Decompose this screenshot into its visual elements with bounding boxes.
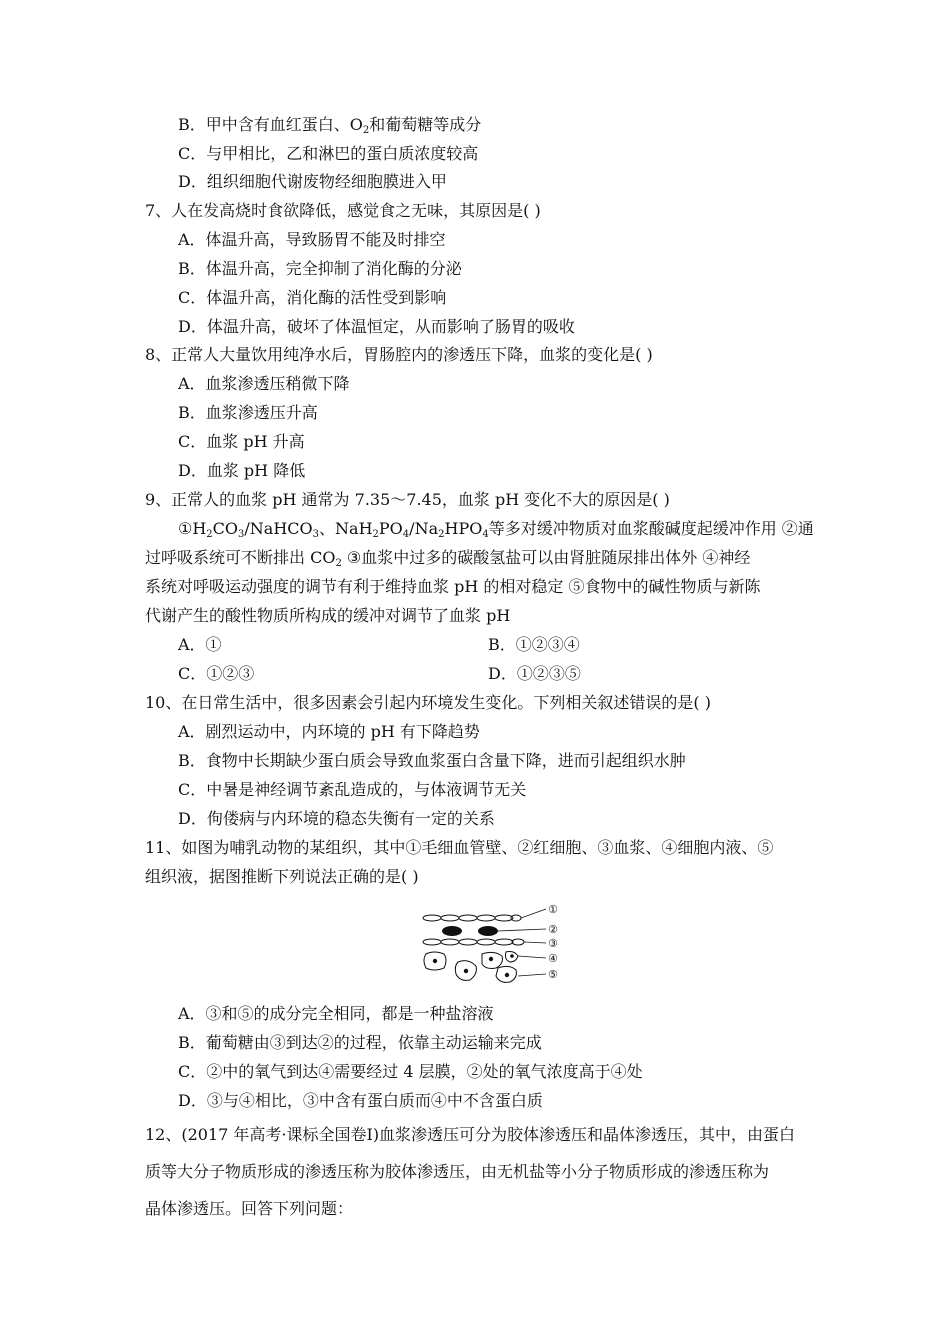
tissue-cells xyxy=(424,952,518,983)
q7-option-c: C．体温升高，消化酶的活性受到影响 xyxy=(178,288,447,307)
q9-body-line-4: 代谢产生的酸性物质所构成的缓冲对调节了血浆 pH xyxy=(145,606,511,625)
q12-line-3: 晶体渗透压。回答下列问题： xyxy=(145,1199,354,1218)
q9-body-line-2: 过呼吸系统可不断排出 $CO_2$ ③血浆中过多的碳酸氢盐可以由肾脏随尿排出体外 ④神经 xyxy=(145,548,751,569)
q10-option-d: D．佝偻病与内环境的稳态失衡有一定的关系 xyxy=(178,809,495,828)
q8-option-d: D．血浆 pH 降低 xyxy=(178,461,306,480)
q10-stem: 10、在日常生活中，很多因素会引起内环境发生变化。下列相关叙述错误的是( ) xyxy=(145,693,711,712)
q7-option-b: B．体温升高，完全抑制了消化酶的分泌 xyxy=(178,259,462,278)
q9-option-b: B．①②③④ xyxy=(488,635,580,654)
q10-option-a: A．剧烈运动中，内环境的 pH 有下降趋势 xyxy=(178,722,480,741)
q7-option-d: D．体温升高，破坏了体温恒定，从而影响了肠胃的吸收 xyxy=(178,317,575,336)
q9-option-a: A．① xyxy=(178,635,222,654)
q8-option-a: A．血浆渗透压稍微下降 xyxy=(178,374,350,393)
red-blood-cell xyxy=(442,926,462,936)
capillary-wall-top xyxy=(423,915,521,921)
q9-option-c: C．①②③ xyxy=(178,664,255,683)
q12-line-2: 质等大分子物质形成的渗透压称为胶体渗透压，由无机盐等小分子物质形成的渗透压称为 xyxy=(145,1162,770,1181)
q9-body-line-1: $①H_2CO_3/NaHCO_3$、$NaH_2PO_4/Na_2HPO_4$等多对缓冲物质对血浆酸碱度起缓冲作用 ②通 xyxy=(178,519,814,540)
q6-option-d: D．组织细胞代谢废物经细胞膜进入甲 xyxy=(178,172,447,191)
figure-label-2: ② xyxy=(548,923,558,936)
q11-option-b: B．葡萄糖由③到达②的过程，依靠主动运输来完成 xyxy=(178,1033,542,1052)
q11-stem-line-2: 组织液，据图推断下列说法正确的是( ) xyxy=(145,867,419,886)
q10-option-b: B．食物中长期缺少蛋白质会导致血浆蛋白含量下降，进而引起组织水肿 xyxy=(178,751,686,770)
q12-line-1: 12、(2017 年高考·课标全国卷Ⅰ)血浆渗透压可分为胶体渗透压和晶体渗透压，其中，由蛋白 xyxy=(145,1125,796,1144)
q6-option-c: C．与甲相比，乙和淋巴的蛋白质浓度较高 xyxy=(178,144,479,163)
q7-stem: 7、人在发高烧时食欲降低，感觉食之无味，其原因是( ) xyxy=(145,201,541,220)
q7-option-a: A．体温升高，导致肠胃不能及时排空 xyxy=(178,230,446,249)
figure-label-5: ⑤ xyxy=(548,968,558,981)
red-blood-cell xyxy=(478,926,498,936)
q6-option-b: B．甲中含有血红蛋白、$O_2$和葡萄糖等成分 xyxy=(178,115,482,136)
q8-option-c: C．血浆 pH 升高 xyxy=(178,432,305,451)
q8-option-b: B．血浆渗透压升高 xyxy=(178,403,318,422)
capillary-wall-bottom xyxy=(423,939,524,945)
tissue-diagram xyxy=(418,900,570,990)
figure-label-3: ③ xyxy=(548,937,558,950)
q11-stem-line-1: 11、如图为哺乳动物的某组织，其中①毛细血管壁、②红细胞、③血浆、④细胞内液、⑤ xyxy=(145,838,774,857)
q11-option-c: C．②中的氧气到达④需要经过 4 层膜，②处的氧气浓度高于④处 xyxy=(178,1062,643,1081)
q9-option-d: D．①②③⑤ xyxy=(488,664,581,683)
q10-option-c: C．中暑是神经调节紊乱造成的，与体液调节无关 xyxy=(178,780,527,799)
label-leader-lines xyxy=(498,909,546,976)
q11-option-d: D．③与④相比，③中含有蛋白质而④中不含蛋白质 xyxy=(178,1091,543,1110)
q9-stem: 9、正常人的血浆 pH 通常为 7.35～7.45，血浆 pH 变化不大的原因是( ) xyxy=(145,490,670,509)
figure-label-1: ① xyxy=(548,903,558,916)
figure-label-4: ④ xyxy=(548,952,558,965)
q11-option-a: A．③和⑤的成分完全相同，都是一种盐溶液 xyxy=(178,1004,494,1023)
q8-stem: 8、正常人大量饮用纯净水后，胃肠腔内的渗透压下降，血浆的变化是( ) xyxy=(145,345,653,364)
q9-body-line-3: 系统对呼吸运动强度的调节有利于维持血浆 pH 的相对稳定 ⑤食物中的碱性物质与新陈 xyxy=(145,577,761,596)
